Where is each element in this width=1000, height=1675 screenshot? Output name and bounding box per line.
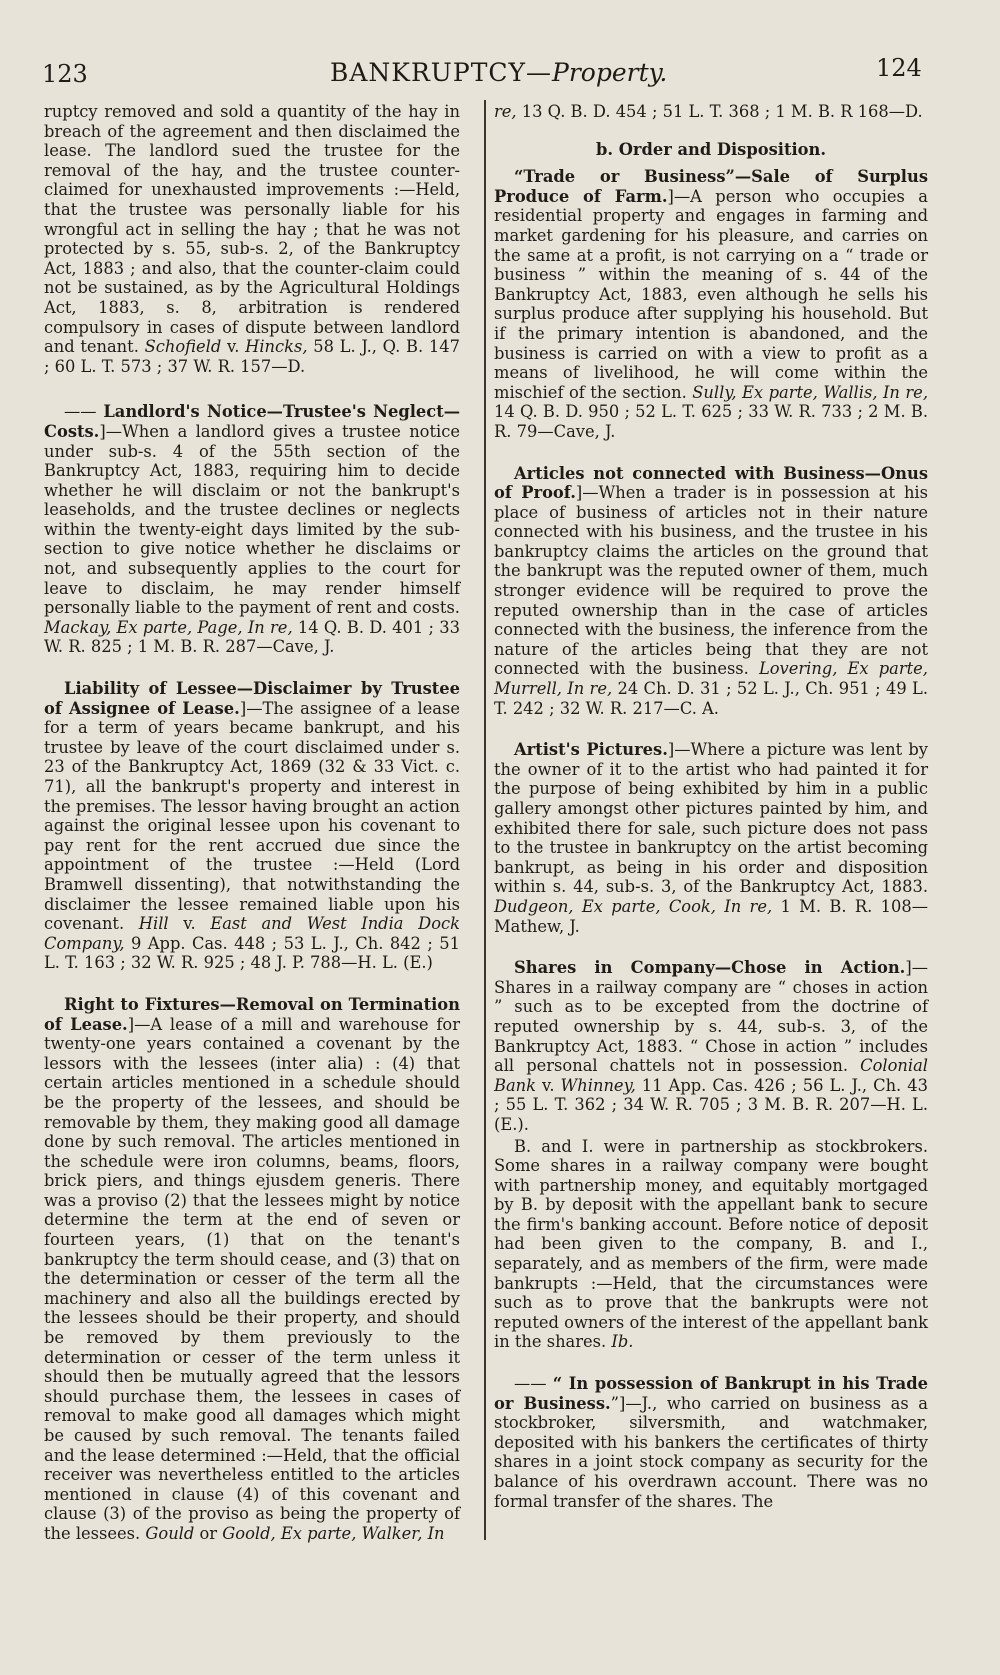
case-name: Dudgeon, Ex parte, Cook, In re, (494, 896, 773, 916)
running-title-italic: Property. (552, 58, 668, 87)
citation-text: v. (536, 1075, 561, 1095)
citation-text: 14 Q. B. D. 401 ; 33 W. R. 825 ; 1 M. B. R. 287—Cave, J. (44, 617, 460, 657)
citation-text: 13 Q. B. D. 454 ; 51 L. T. 368 ; 1 M. B. R 168—D. (516, 102, 923, 121)
case-name: Colonial Bank (494, 1056, 928, 1095)
section-heading: b. Order and Disposition. (595, 139, 827, 159)
entry-text: B. and I. were in partnership as stockbrokers. Some shares in a railway company were bought with partnership money, and equitably mortgaged by B. by deposit with the appellant bank to secure the firm's banking account. Before notice of deposit had been given to the company, B. and I., separately, and as members of the firm, were made bankrupts :—Held, that the circumstances were such as to prove that the bankrupts were not reputed owners of the interest of the appellant bank in the shares. (494, 1136, 928, 1352)
entry-heading: Articles not connected with Business—Onus of Proof. (494, 463, 928, 503)
entry-text: ]—When a trader is in possession at his place of business of articles not in their nature connected with his business, and the trustee in his bankruptcy claims the articles on the ground that the bankrupt was the reputed owner of them, much stronger evidence will be required to prove the reputed ownership than in the case of articles connected with the business, the inference from the nature of the articles being that they are not connected with the business. (494, 483, 928, 679)
case-name: Ib. (611, 1332, 634, 1352)
citation-text: v. (168, 914, 211, 934)
entry-paragraph (494, 958, 928, 1134)
entry-dash: —— (64, 402, 97, 422)
entry-heading: Shares in Company—Chose in Action. (514, 958, 906, 978)
case-name: Whinney, (560, 1075, 636, 1095)
running-title-main: BANKRUPTCY— (330, 58, 552, 87)
running-title (330, 58, 667, 87)
citation-text: 58 L. J., Q. B. 147 ; 60 L. T. 573 ; 37 W. R. 157—D. (44, 337, 460, 376)
right-column (494, 102, 928, 1511)
citation-text: or (194, 1523, 223, 1543)
entry-heading: Artist's Pictures. (514, 740, 668, 760)
citation-text: 11 App. Cas. 426 ; 56 L. J., Ch. 43 ; 55 L. T. 362 ; 34 W. R. 705 ; 3 M. B. R. 207—H. L. (E.). (494, 1075, 928, 1134)
entry-paragraph (44, 102, 460, 376)
case-name: re, (494, 102, 517, 121)
case-name: Hill (138, 914, 169, 934)
entry-text: ]—Shares in a railway company are “ choses in action ” such as to be excepted from the doctrine of reputed ownership by s. 44, sub-s. 3, of the Bankruptcy Act, 1883. “ Chose in action ” includes all personal chattels not in possession. (494, 958, 928, 1076)
entry-paragraph (44, 995, 460, 1544)
entry-heading: Landlord's Notice—Trustee's Neglect—Costs. (44, 402, 460, 441)
entry-paragraph (44, 679, 460, 973)
case-name: Sully, Ex parte, Wallis, In re, (692, 382, 928, 402)
entry-text: ”]—J., who carried on business as a stockbroker, silversmith, and watchmaker, deposited with his bankers the certificates of thirty shares in a joint stock company as security for the balance of his overdrawn account. There was no formal transfer of the shares. The (494, 1393, 928, 1511)
case-name: Hincks, (245, 337, 308, 357)
entry-paragraph (44, 402, 460, 657)
entry-paragraph (494, 167, 928, 441)
entry-text: ]—When a landlord gives a trustee notice under sub-s. 4 of the 55th section of the Bankruptcy Act, 1883, requiring him to decide whether he will disclaim or not the bankrupt's leaseholds, and the trustee declines or neglects within the twenty-eight days limited by the sub-section to give notice whether he disclaims or not, and subsequently applies to the court for leave to disclaim, he may render himself personally liable to the payment of rent and costs. (44, 421, 460, 618)
left-column (44, 102, 460, 1544)
citation-text: 24 Ch. D. 31 ; 52 L. J., Ch. 951 ; 49 L. T. 242 ; 32 W. R. 217—C. A. (494, 679, 929, 718)
entry-paragraph (494, 102, 928, 122)
case-name: East and West India Dock Company, (44, 914, 460, 953)
entry-paragraph (494, 1137, 928, 1353)
case-name: Mackay, Ex parte, Page, In re, (44, 617, 293, 637)
entry-heading: “ In possession of Bankrupt in his Trade or Business. (494, 1374, 928, 1413)
citation-text: 9 App. Cas. 448 ; 53 L. J., Ch. 842 ; 51 L. T. 163 ; 32 W. R. 925 ; 48 J. P. 788—H. L. (E.) (44, 933, 460, 973)
citation-text: 1 M. B. R. 108—Mathew, J. (494, 896, 928, 936)
citation-text: v. (221, 337, 246, 357)
case-name: Gould (145, 1523, 195, 1543)
entry-paragraph (494, 1374, 928, 1511)
column-divider (484, 100, 486, 1540)
case-name: Schofield (144, 337, 222, 357)
citation-text: 14 Q. B. D. 950 ; 52 L. T. 625 ; 33 W. R. 733 ; 2 M. B. R. 79—Cave, J. (494, 402, 928, 441)
entry-text: ]—A lease of a mill and warehouse for twenty-one years contained a covenant by the lessors with the lessees (inter alia) : (4) that certain articles mentioned in a schedule should be the property of the lessees, and should be removable by them, they making good all damage done by such removal. The articles mentioned in the schedule were iron columns, beams, floors, brick piers, and things ejusdem generis. There was a proviso (2) that the lessees might by notice determine the term at the end of seven or fourteen years, (1) that on the tenant's bankruptcy the term should cease, and (3) that on the determination or cesser of the term all the machinery and also all the buildings erected by the lessees should be their property, and should be removed by them previously to the determination or cesser of the term unless it should then be mutually agreed that the lessors should purchase them, the lessees in cases of removal to make good all damages which might be caused by such removal. The tenants failed and the lease determined :—Held, that the official receiver was nevertheless entitled to the articles mentioned in clause (4) of this covenant and clause (3) of the proviso as being the property of the lessees. (44, 1014, 460, 1543)
entry-dash: —— (514, 1374, 547, 1394)
entry-paragraph (494, 740, 928, 936)
entry-heading: “Trade or Business”—Sale of Surplus Produce of Farm. (494, 167, 928, 206)
page-number-right: 124 (876, 54, 922, 82)
entry-text: ]—A person who occupies a residential property and engages in farming and market gardening for his pleasure, and carries on the same at a profit, is not carrying on a “ trade or business ” within the meaning of s. 44 of the Bankruptcy Act, 1883, even although he sells his surplus produce after supplying his household. But if the primary intention is abandoned, and the business is carried on with a view to profit as a means of livelihood, he will come within the mischief of the section. (494, 186, 928, 402)
entry-paragraph (494, 464, 928, 719)
page-number-left: 123 (42, 60, 88, 88)
page-header (0, 52, 1000, 92)
entry-heading: Right to Fixtures—Removal on Termination of Lease. (44, 994, 460, 1034)
case-name: Goold, Ex parte, Walker, In (222, 1523, 445, 1543)
entry-text: ]—Where a picture was lent by the owner of it to the artist who had painted it for the purpose of being exhibited by him in a public gallery amongst other pictures painted by him, and exhibited there for sale, such picture does not pass to the trustee in bankruptcy on the artist becoming bankrupt, as being in his order and disposition within s. 44, sub-s. 3, of the Bankruptcy Act, 1883. (494, 740, 928, 897)
entry-text: ]—The assignee of a lease for a term of years became bankrupt, and his trustee by leave of the court disclaimed under s. 23 of the Bankruptcy Act, 1869 (32 & 33 Vict. c. 71), all the bankrupt's property and interest in the premises. The lessor having brought an action against the original lessee upon his covenant to pay rent for the rent accrued due since the appointment of the trustee :—Held (Lord Bramwell dissenting), that notwithstanding the disclaimer the lessee remained liable upon his covenant. (44, 698, 460, 934)
entry-text: ruptcy removed and sold a quantity of the hay in breach of the agreement and then disclaimed the lease. The landlord sued the trustee for the removal of the hay, and the trustee counter-claimed for unexhausted improvements :—Held, that the trustee was personally liable for his wrongful act in selling the hay ; that he was not protected by s. 55, sub-s. 2, of the Bankruptcy Act, 1883 ; and also, that the counter-claim could not be sustained, as by the Agricultural Holdings Act, 1883, s. 8, arbitration is rendered compulsory in cases of dispute between landlord and tenant. (44, 102, 460, 357)
entry-heading: Liability of Lessee—Disclaimer by Trustee of Assignee of Lease. (44, 679, 460, 718)
case-name: Lovering, Ex parte, Murrell, In re, (494, 659, 928, 699)
